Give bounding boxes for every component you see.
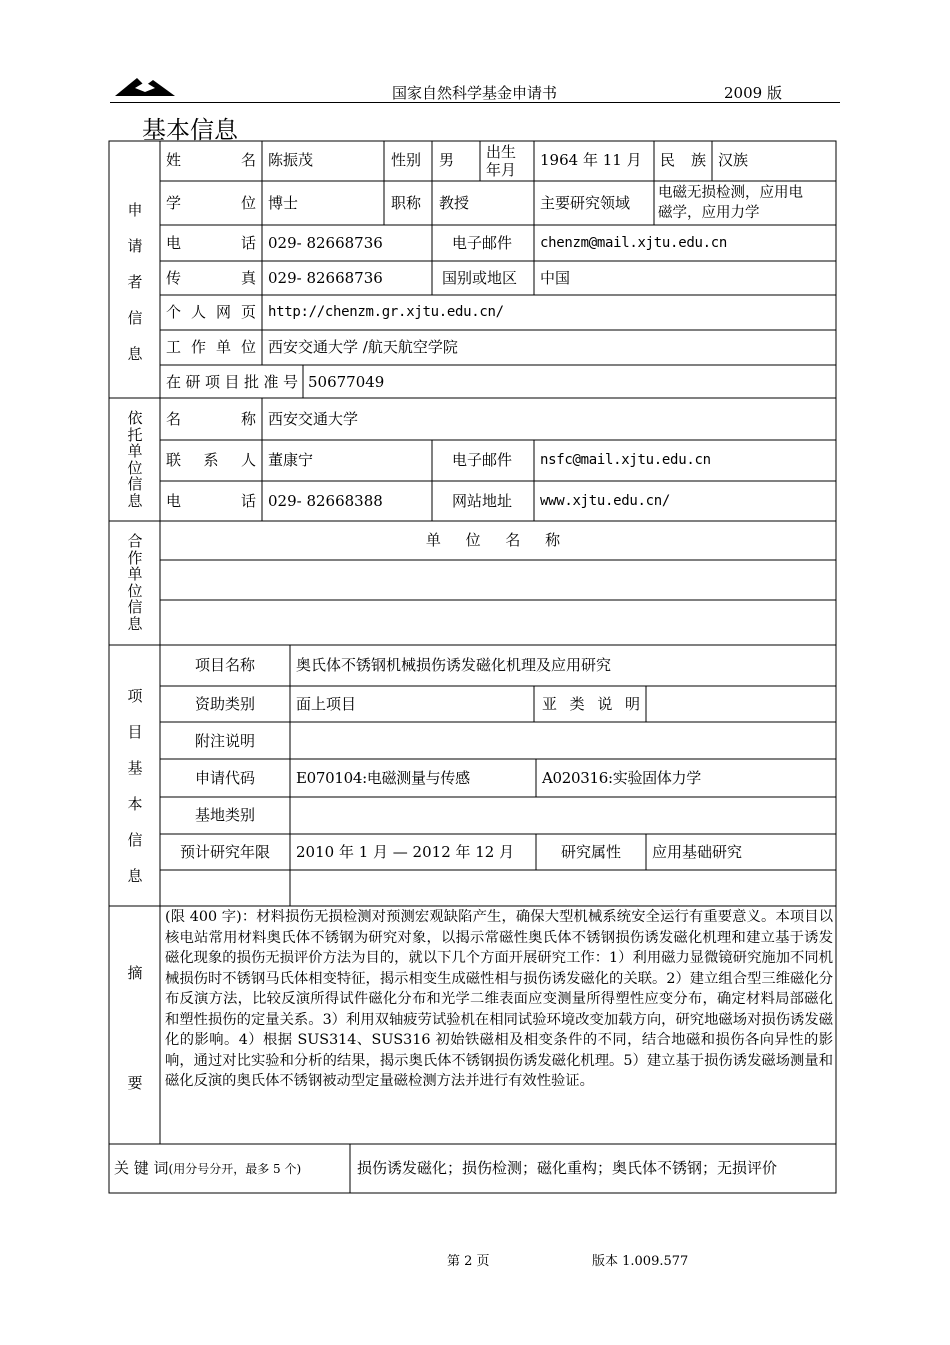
field-value-line1: 电磁无损检测，应用电	[658, 185, 803, 201]
keywords-value: 损伤诱发磁化；损伤检测；磁化重构；奥氏体不锈钢；无损评价	[357, 1159, 778, 1177]
employer-value: 西安交通大学 /航天航空学院	[268, 338, 458, 356]
phone-label: 电 话	[166, 234, 256, 252]
project-name-label: 项目名称	[194, 656, 255, 674]
email-value: chenzm@mail.xjtu.edu.cn	[540, 235, 727, 251]
partners-group-label: 合作单位信息	[127, 532, 143, 633]
birth-label-line2: 年月	[486, 161, 517, 179]
fax-value: 029- 82668736	[268, 269, 383, 287]
subtype-label: 亚 类 说 明	[542, 695, 640, 713]
abstract-label-bottom: 要	[127, 1074, 143, 1092]
country-label: 国别或地区	[442, 269, 518, 287]
nature-label: 研究属性	[560, 843, 621, 861]
phone-value: 029- 82668736	[268, 234, 383, 252]
name-value: 陈振茂	[268, 151, 314, 169]
notes-label: 附注说明	[194, 732, 255, 750]
base-label: 基地类别	[194, 806, 255, 824]
keywords-label-row	[114, 1159, 301, 1178]
funding-value: 面上项目	[296, 695, 357, 713]
code-value-1: E070104:电磁测量与传感	[296, 769, 470, 787]
institution-email-value: nsfc@mail.xjtu.edu.cn	[540, 452, 711, 468]
institution-phone-label: 电 话	[166, 492, 256, 510]
field-value-line2: 磁学，应用力学	[658, 205, 760, 221]
abstract-label-top: 摘	[127, 964, 143, 982]
ethnicity-label: 民 族	[660, 151, 706, 169]
keywords-note: (用分号分开，最多 5 个)	[168, 1162, 302, 1176]
website-value: www.xjtu.edu.cn/	[540, 493, 671, 509]
institution-group-label: 依托单位信息	[127, 409, 143, 510]
period-label: 预计研究年限	[179, 843, 270, 861]
code-value-2: A020316:实验固体力学	[542, 769, 701, 787]
title-value: 教授	[439, 194, 470, 212]
partners-column-header: 单 位 名 称	[425, 531, 571, 549]
homepage-value: http://chenzm.gr.xjtu.edu.cn/	[268, 304, 504, 320]
birth-label-line1: 出生	[486, 143, 517, 161]
institution-email-label: 电子邮件	[452, 451, 513, 469]
institution-phone-value: 029- 82668388	[268, 492, 383, 510]
code-label: 申请代码	[194, 769, 255, 787]
institution-name-value: 西安交通大学	[268, 410, 359, 428]
project-name-value: 奥氏体不锈钢机械损伤诱发磁化机理及应用研究	[296, 656, 612, 674]
project-group-label: 项目基本信息	[127, 687, 143, 885]
page-number: 第 2 页	[447, 1254, 490, 1269]
institution-name-label: 名 称	[166, 410, 256, 428]
field-label: 主要研究领域	[540, 194, 631, 212]
project-no-label: 在研项目批准号	[166, 373, 298, 391]
period-value: 2010 年 1 月 — 2012 年 12 月	[296, 843, 515, 861]
nature-value: 应用基础研究	[652, 843, 743, 861]
contact-label: 联 系 人	[166, 451, 256, 469]
gender-label: 性别	[391, 151, 422, 169]
ethnicity-value: 汉族	[718, 151, 749, 169]
section-title: 基本信息	[142, 116, 238, 144]
gender-value: 男	[439, 151, 455, 169]
birth-value: 1964 年 11 月	[540, 151, 642, 169]
name-label: 姓 名	[166, 151, 256, 169]
contact-value: 董康宁	[268, 451, 314, 469]
degree-label: 学 位	[166, 194, 256, 212]
footer-version: 版本 1.009.577	[592, 1254, 689, 1269]
country-value: 中国	[540, 269, 571, 287]
keywords-label: 关 键 词	[114, 1159, 169, 1177]
form-title: 国家自然科学基金申请书	[392, 84, 558, 102]
homepage-label: 个 人 网 页	[166, 303, 256, 321]
email-label: 电子邮件	[452, 234, 513, 252]
employer-label: 工 作 单 位	[166, 338, 256, 356]
form-version: 2009 版	[724, 84, 782, 102]
degree-value: 博士	[268, 194, 299, 212]
abstract-text: (限 400 字)：材料损伤无损检测对预测宏观缺陷产生，确保大型机械系统安全运行有重要意义。本项目以核电站常用材料奥氏体不锈钢为研究对象，以揭示常磁性奥氏体不锈钢损伤诱发磁化机理和建立基于诱发磁化现象的损伤无损评价方法为目的，就以下几个方面开展研究工作：1）利用磁力显微镜研究施加不同机械损伤时不锈钢马氏体相变特征，揭示相变生成磁性相与损伤诱发磁化的关联。2）建立组合型三维磁化分布反演方法，比较反演所得试件磁化分布和光学二维表面应变测量所得塑性应变分布，确定材料局部磁化和塑性损伤的定量关系。3）利用双轴疲劳试验机在相同试验环境改变加载方向，研究地磁场对损伤诱发磁化的影响。4）根据 SUS314、SUS316 初始铁磁相及相变条件的不同，结合地磁和损伤各向异性的影响，通过对比实验和分析的结果，揭示奥氏体不锈钢损伤诱发磁化机理。5）建立基于损伤诱发磁场测量和磁化反演的奥氏体不锈钢被动型定量磁检测方法并进行有效性验证。	[165, 909, 833, 1089]
funding-label: 资助类别	[194, 695, 255, 713]
applicant-group-label: 申请者信息	[127, 201, 143, 363]
project-no-value: 50677049	[308, 373, 385, 391]
website-label: 网站地址	[452, 492, 513, 510]
title-label: 职称	[391, 194, 422, 212]
fax-label: 传 真	[166, 269, 256, 287]
